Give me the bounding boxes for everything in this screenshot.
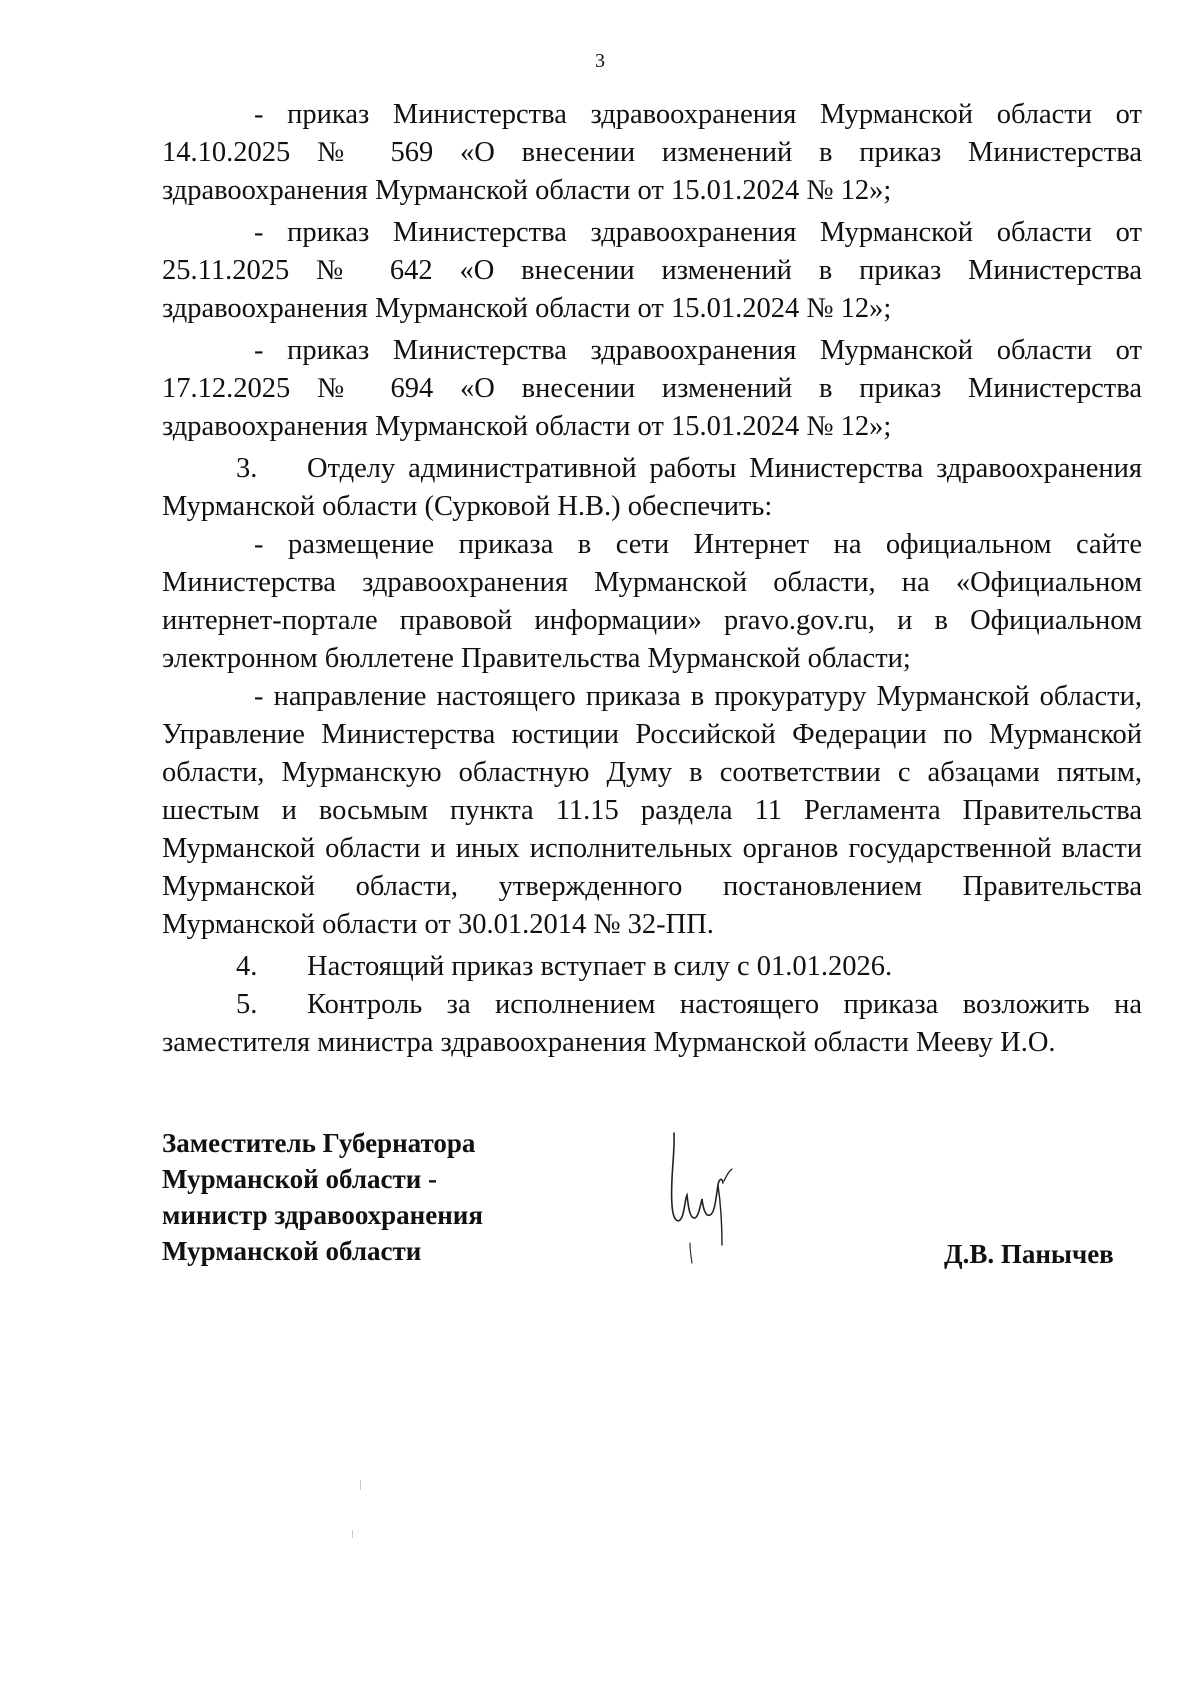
item-text: Контроль за исполнением настоящего приказа возложить на заместителя министра здравоохранения Мурманской области Мееву И.О. (162, 989, 1142, 1058)
signer-name: Д.В. Панычев (944, 1239, 1114, 1269)
item-text: Настоящий приказ вступает в силу с 01.01.2026. (307, 951, 893, 982)
position-line: Мурманской области - (162, 1164, 438, 1194)
position-line: Заместитель Губернатора (162, 1128, 476, 1158)
item-text: Отделу административной работы Министерства здравоохранения Мурманской области (Сурковой Н.В.) обеспечить: (162, 453, 1142, 522)
scan-speck (360, 1480, 361, 1490)
paragraph-order-569: - приказ Министерства здравоохранения Мурманской области от 14.10.2025 № 569 «О внесении изменений в приказ Министерства здравоохранения Мурманской области от 15.01.2024 № 12»; (162, 99, 1142, 206)
paragraph-distribution: - направление настоящего приказа в прокуратуру Мурманской области, Управление Министерства юстиции Российской Федерации по Мурманской области, Мурманскую областную Думу в соответствии с абзацами пятым, шестым и восьмым пункта 11.15 раздела 11 Регламента Правительства Мурманской области и иных исполнительных органов государственной власти Мурманской области, утвержденного постановлением Правительства Мурманской области от 30.01.2014 № 32-ПП. (162, 681, 1142, 940)
scan-speck (352, 1530, 353, 1538)
paragraph-publication: - размещение приказа в сети Интернет на официальном сайте Министерства здравоохранения Мурманской области, на «Официальном интернет-портале правовой информации» pravo.gov.ru, и в Официальном электронном бюллетене Правительства Мурманской области; (162, 529, 1142, 674)
position-line: Мурманской области (162, 1236, 422, 1266)
paragraph-order-694: - приказ Министерства здравоохранения Мурманской области от 17.12.2025 № 694 «О внесении изменений в приказ Министерства здравоохранения Мурманской области от 15.01.2024 № 12»; (162, 335, 1142, 442)
document-body (162, 96, 1142, 1066)
paragraph-item-5 (162, 986, 1142, 1062)
item-number: 3. (236, 453, 258, 484)
page-number: 3 (595, 50, 605, 72)
paragraph-order-642: - приказ Министерства здравоохранения Мурманской области от 25.11.2025 № 642 «О внесении изменений в приказ Министерства здравоохранения Мурманской области от 15.01.2024 № 12»; (162, 217, 1142, 324)
handwritten-signature (652, 1125, 742, 1265)
position-line: министр здравоохранения (162, 1200, 483, 1230)
item-number: 5. (236, 989, 258, 1020)
paragraph-item-3 (162, 450, 1142, 526)
signatory-position (162, 1125, 483, 1269)
paragraph-item-4 (162, 948, 1142, 986)
item-number: 4. (236, 951, 258, 982)
